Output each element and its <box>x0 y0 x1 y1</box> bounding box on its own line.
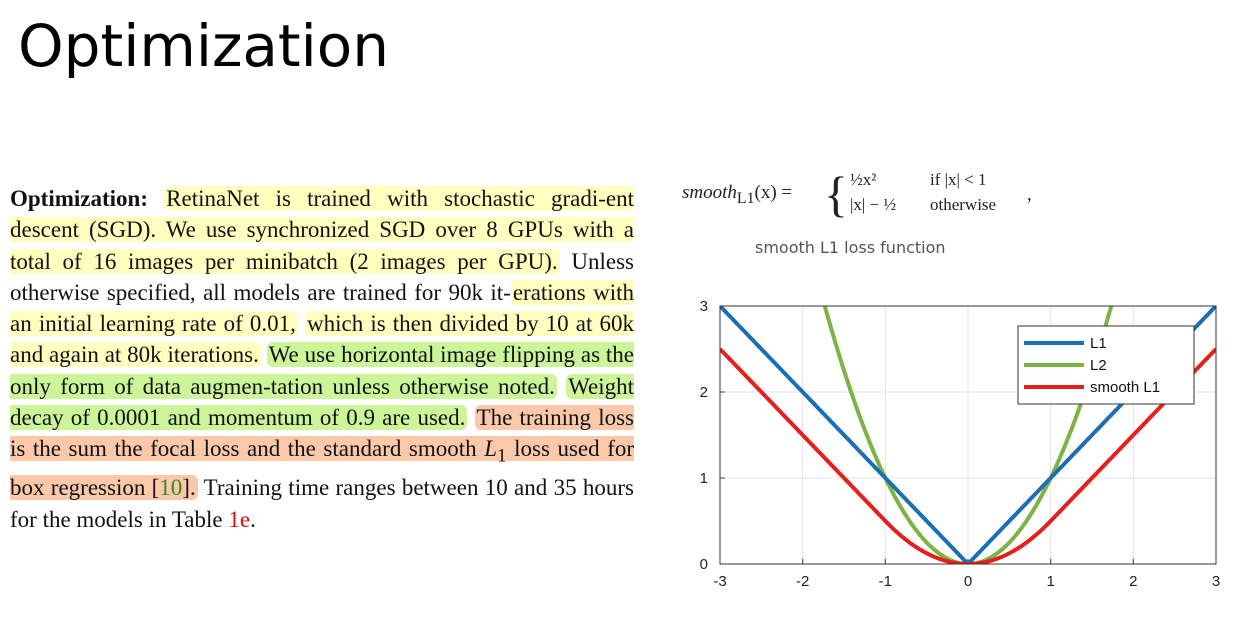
loss-text-a: The training loss is the sum the focal loss and the standard smooth <box>10 405 634 462</box>
text-training-time: Training time ranges between 10 and 35 hours for the models in Table <box>10 475 634 532</box>
legend-label: smooth L1 <box>1090 379 1161 396</box>
highlight-sgd: RetinaNet is trained with stochastic gradi-ent descent (SGD). We use synchronized SGD over 8 GPUs with a total of 16 images per minibatch (2 images per GPU). <box>10 186 635 274</box>
slide-title: Optimization <box>18 12 390 80</box>
highlight-augmentation: We use horizontal image flipping as the only form of data augmen-tation unless otherwise noted. <box>10 342 634 399</box>
formula-condition-1: if |x| < 1 <box>930 170 987 189</box>
x-tick-label: -2 <box>795 573 810 590</box>
loss-chart <box>690 290 1230 610</box>
highlight-lr-decay: which is then divided by 10 at 60k and again at 80k iterations. <box>10 311 634 368</box>
paragraph-heading: Optimization: <box>10 186 148 211</box>
table-link[interactable]: 1e <box>228 506 251 532</box>
formula-lhs-sub: L1 <box>736 189 755 207</box>
x-tick-label: -1 <box>878 573 893 590</box>
formula-lhs-name: smooth <box>682 182 737 203</box>
loss-text-b: loss used for box regression [ <box>10 436 635 501</box>
highlight-weight-decay: Weight decay of 0.0001 and momentum of 0.9 are used. <box>10 373 634 431</box>
y-tick-label: 0 <box>699 556 708 573</box>
math-l: L <box>484 436 497 462</box>
citation-link[interactable]: 10 <box>159 475 183 501</box>
formula-comma: , <box>1027 184 1032 205</box>
legend-label: L2 <box>1090 357 1107 374</box>
x-tick-label: 1 <box>1046 573 1055 590</box>
formula-lhs-arg: (x) = <box>754 182 793 203</box>
formula-brace-icon: { <box>824 166 848 222</box>
x-tick-label: 3 <box>1211 573 1221 590</box>
y-tick-label: 2 <box>699 384 708 401</box>
formula-caption: smooth L1 loss function <box>755 238 946 257</box>
math-l-sub: 1 <box>496 445 507 467</box>
text-schedule-start: Unless otherwise specified, all models are trained for 90k it- <box>10 248 634 305</box>
y-tick-label: 3 <box>699 298 708 315</box>
y-tick-label: 1 <box>699 470 708 487</box>
highlight-learning-rate: erations with an initial learning rate of 0.01, <box>10 279 634 337</box>
formula-lhs <box>682 182 792 208</box>
text-period: . <box>250 506 256 532</box>
formula-case-2: |x| − ½ <box>850 195 897 214</box>
loss-text-c: ]. <box>182 475 196 501</box>
x-tick-label: 0 <box>963 573 973 590</box>
formula-condition-2: otherwise <box>930 195 997 214</box>
paper-excerpt <box>10 183 634 535</box>
smooth-l1-formula <box>682 168 1042 228</box>
x-tick-label: -3 <box>713 573 727 590</box>
legend-label: L1 <box>1090 335 1107 352</box>
formula-case-1: ½x² <box>850 170 877 189</box>
x-tick-label: 2 <box>1129 573 1138 590</box>
